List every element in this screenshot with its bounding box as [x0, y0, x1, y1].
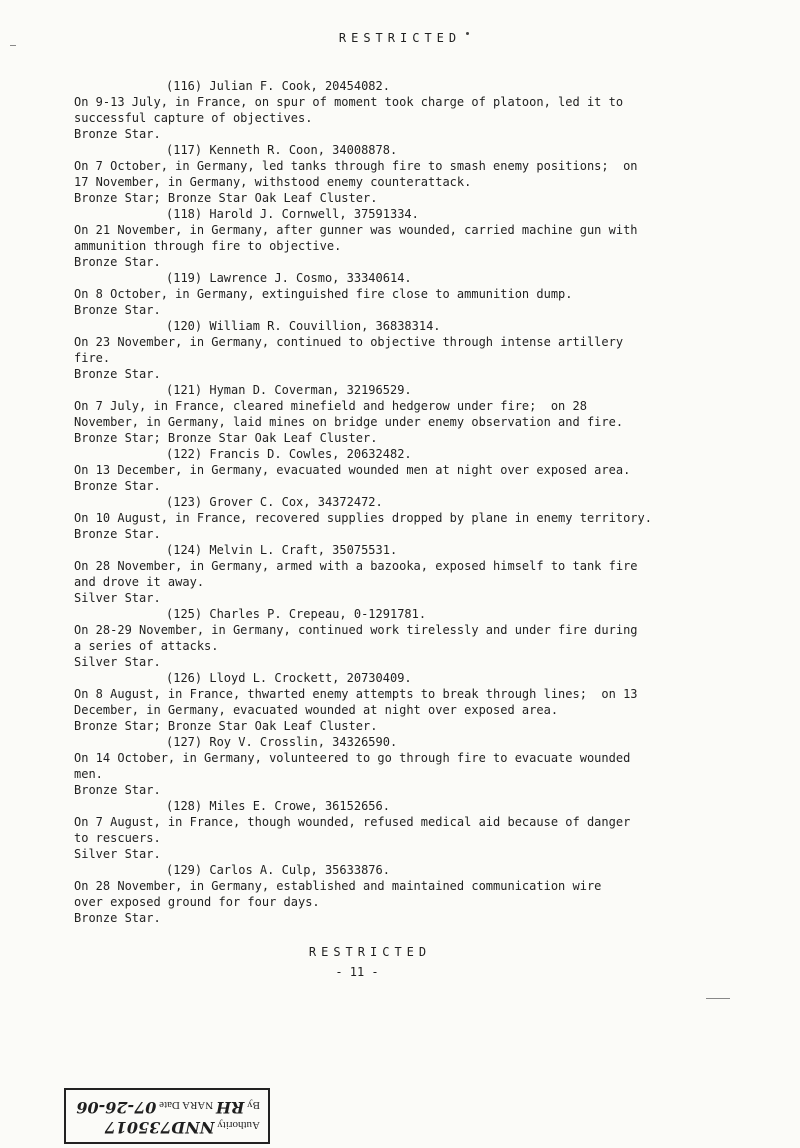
- citation-text: On 28-29 November, in Germany, continued work tirelessly and under fire during a series of attacks.: [74, 623, 638, 653]
- award-entry: [74, 446, 724, 494]
- citation-text: On 23 November, in Germany, continued to objective through intense artillery fire.: [74, 335, 624, 365]
- speck-mark: [466, 32, 469, 35]
- stamp-by-label: By: [247, 1099, 260, 1111]
- recipient-name: (121) Hyman D. Coverman, 32196529.: [166, 383, 412, 397]
- recipient-name: (118) Harold J. Cornwell, 37591334.: [166, 207, 419, 221]
- citation-text: On 7 October, in Germany, led tanks through fire to smash enemy positions; on 17 November, in Germany, withstood enemy counterattack.: [74, 159, 638, 189]
- award-type: Silver Star.: [74, 847, 161, 861]
- award-entry: [74, 734, 724, 798]
- award-entry: [74, 270, 724, 318]
- award-type: Bronze Star.: [74, 527, 161, 541]
- recipient-name: (116) Julian F. Cook, 20454082.: [166, 79, 390, 93]
- citation-text: On 28 November, in Germany, established and maintained communication wire over exposed ground for four days.: [74, 879, 602, 909]
- award-type: Bronze Star.: [74, 367, 161, 381]
- classification-header: RESTRICTED: [338, 31, 462, 45]
- citation-text: On 10 August, in France, recovered supplies dropped by plane in enemy territory.: [74, 511, 652, 525]
- citation-text: On 14 October, in Germany, volunteered to go through fire to evacuate wounded men.: [74, 751, 631, 781]
- stamp-authority-line: [74, 1116, 260, 1136]
- award-type: Bronze Star.: [74, 783, 161, 797]
- margin-dash: [706, 998, 730, 999]
- award-entry: [74, 382, 724, 446]
- citation-text: On 8 August, in France, thwarted enemy attempts to break through lines; on 13 December, in Germany, evacuated wounded at night over exposed area.: [74, 687, 638, 717]
- award-entry: [74, 318, 724, 382]
- award-entries: [74, 78, 724, 926]
- award-entry: [74, 206, 724, 270]
- award-type: Bronze Star.: [74, 255, 161, 269]
- recipient-name: (124) Melvin L. Craft, 35075531.: [166, 543, 398, 557]
- award-type: Bronze Star.: [74, 479, 161, 493]
- stamp-by-value: RH: [215, 1098, 245, 1117]
- citation-text: On 8 October, in Germany, extinguished fire close to ammunition dump.: [74, 287, 573, 301]
- stamp-nara-value: 07-26-06: [76, 1098, 157, 1117]
- award-entry: [74, 78, 724, 142]
- classification-footer: RESTRICTED: [308, 945, 432, 959]
- recipient-name: (127) Roy V. Crosslin, 34326590.: [166, 735, 398, 749]
- citation-text: On 28 November, in Germany, armed with a bazooka, exposed himself to tank fire and drove it away.: [74, 559, 638, 589]
- page-number: - 11 -: [335, 965, 379, 979]
- award-type: Silver Star.: [74, 591, 161, 605]
- award-entry: [74, 606, 724, 670]
- award-type: Bronze Star; Bronze Star Oak Leaf Cluster.: [74, 191, 378, 205]
- award-type: Bronze Star; Bronze Star Oak Leaf Cluster.: [74, 719, 378, 733]
- award-type: Bronze Star; Bronze Star Oak Leaf Cluster.: [74, 431, 378, 445]
- recipient-name: (123) Grover C. Cox, 34372472.: [166, 495, 383, 509]
- recipient-name: (129) Carlos A. Culp, 35633876.: [166, 863, 390, 877]
- recipient-name: (125) Charles P. Crepeau, 0-1291781.: [166, 607, 427, 621]
- recipient-name: (117) Kenneth R. Coon, 34008878.: [166, 143, 398, 157]
- citation-text: On 9-13 July, in France, on spur of moment took charge of platoon, led it to successful capture of objectives.: [74, 95, 624, 125]
- award-entry: [74, 798, 724, 862]
- margin-dash: [10, 45, 16, 46]
- stamp-authority-label: Authority: [217, 1119, 260, 1131]
- citation-text: On 7 July, in France, cleared minefield and hedgerow under fire; on 28 November, in Germany, laid mines on bridge under enemy observation and fire.: [74, 399, 624, 429]
- citation-text: On 13 December, in Germany, evacuated wounded men at night over exposed area.: [74, 463, 631, 477]
- award-type: Bronze Star.: [74, 303, 161, 317]
- award-entry: [74, 494, 724, 542]
- citation-text: On 7 August, in France, though wounded, refused medical aid because of danger to rescuers.: [74, 815, 631, 845]
- award-entry: [74, 862, 724, 926]
- award-entry: [74, 670, 724, 734]
- recipient-name: (128) Miles E. Crowe, 36152656.: [166, 799, 390, 813]
- award-type: Silver Star.: [74, 655, 161, 669]
- award-entry: [74, 542, 724, 606]
- stamp-by-line: [74, 1096, 260, 1116]
- recipient-name: (120) William R. Couvillion, 36838314.: [166, 319, 441, 333]
- award-entry: [74, 142, 724, 206]
- award-type: Bronze Star.: [74, 911, 161, 925]
- award-type: Bronze Star.: [74, 127, 161, 141]
- recipient-name: (126) Lloyd L. Crockett, 20730409.: [166, 671, 412, 685]
- recipient-name: (119) Lawrence J. Cosmo, 33340614.: [166, 271, 412, 285]
- recipient-name: (122) Francis D. Cowles, 20632482.: [166, 447, 412, 461]
- declassification-stamp: [64, 1088, 270, 1144]
- stamp-nara-label: NARA Date: [159, 1099, 214, 1111]
- stamp-authority-value: NND735017: [104, 1118, 215, 1137]
- citation-text: On 21 November, in Germany, after gunner was wounded, carried machine gun with ammunition through fire to objective.: [74, 223, 638, 253]
